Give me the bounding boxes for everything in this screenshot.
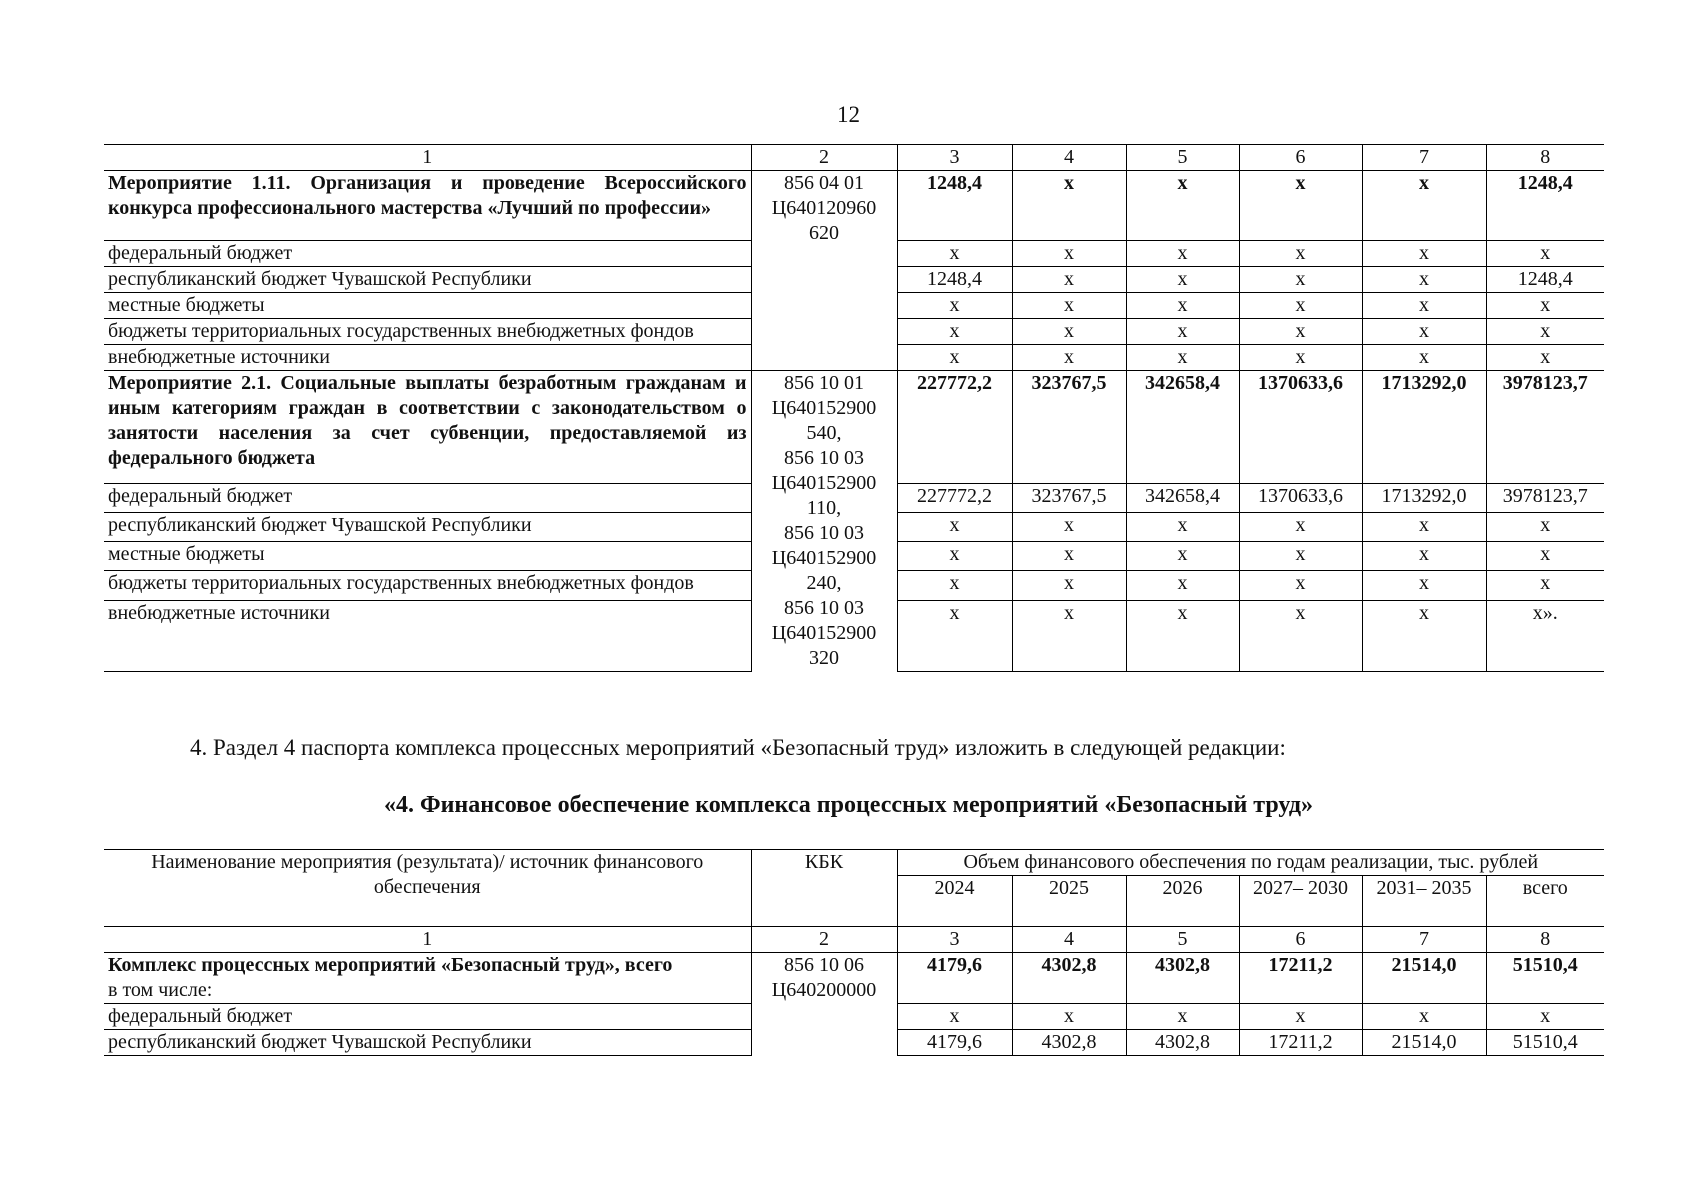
value-cell: 1248,4 <box>897 171 1012 241</box>
complex-total-title: Комплекс процессных мероприятий «Безопасный труд», всего <box>108 954 673 976</box>
year-header: 2024 <box>897 876 1012 927</box>
value-cell: x <box>1126 1004 1239 1030</box>
value-cell: x <box>1012 513 1126 542</box>
col-number: 2 <box>751 145 897 171</box>
value-cell: 4302,8 <box>1012 953 1126 1004</box>
amendment-paragraph: 4. Раздел 4 паспорта комплекса процессных мероприятий «Безопасный труд» изложить в следующей редакции: <box>190 735 1286 760</box>
col-number: 1 <box>104 927 751 953</box>
value-cell: 342658,4 <box>1126 484 1239 513</box>
value-cell: x <box>1486 1004 1604 1030</box>
value-cell: x <box>1239 345 1362 371</box>
value-cell: 17211,2 <box>1239 1030 1362 1056</box>
value-cell: x <box>1239 267 1362 293</box>
value-cell: 1248,4 <box>897 267 1012 293</box>
value-cell: x <box>1362 293 1486 319</box>
section-heading: «4. Финансовое обеспечение комплекса процессных мероприятий «Безопасный труд» <box>383 792 1314 818</box>
value-cell: x <box>1012 542 1126 571</box>
value-cell: 51510,4 <box>1486 953 1604 1004</box>
value-cell: x <box>1486 319 1604 345</box>
value-cell: x <box>897 241 1012 267</box>
value-cell: x <box>897 345 1012 371</box>
kbk-line: Ц640152900 <box>771 547 877 569</box>
value-cell: x <box>1126 600 1239 671</box>
value-cell: x <box>1362 600 1486 671</box>
column-number-row <box>104 145 1604 171</box>
value-cell: x <box>1239 1004 1362 1030</box>
volume-header: Объем финансового обеспечения по годам реализации, тыс. рублей <box>897 850 1604 876</box>
value-cell: 342658,4 <box>1126 371 1239 484</box>
col-number: 4 <box>1012 927 1126 953</box>
value-cell: 4302,8 <box>1126 1030 1239 1056</box>
kbk-line: 540, <box>806 422 842 444</box>
source-label: местные бюджеты <box>104 542 751 571</box>
table-row <box>104 371 1604 484</box>
col-number: 8 <box>1486 927 1604 953</box>
table-row <box>104 171 1604 241</box>
value-cell: 4179,6 <box>897 1030 1012 1056</box>
value-cell: x <box>1126 319 1239 345</box>
year-header: 2027– 2030 <box>1239 876 1362 927</box>
value-cell: 323767,5 <box>1012 371 1126 484</box>
value-cell: x <box>1126 293 1239 319</box>
kbk-line: 856 10 03 <box>784 522 864 544</box>
col-kbk-header: КБК <box>751 850 897 927</box>
value-cell: x <box>1012 600 1126 671</box>
value-cell: 3978123,7 <box>1486 484 1604 513</box>
value-cell: 1713292,0 <box>1362 484 1486 513</box>
value-cell: x <box>1126 542 1239 571</box>
value-cell: x <box>897 542 1012 571</box>
value-cell: x <box>1126 267 1239 293</box>
kbk-line: 620 <box>809 222 839 244</box>
value-cell: x <box>1362 241 1486 267</box>
value-cell: x <box>897 1004 1012 1030</box>
col-number: 5 <box>1126 927 1239 953</box>
value-cell: x <box>1486 513 1604 542</box>
value-cell: x <box>1012 345 1126 371</box>
kbk-line: 856 10 03 <box>784 597 864 619</box>
kbk-line: Ц640120960 <box>771 197 877 219</box>
col-number: 3 <box>897 927 1012 953</box>
header-row <box>104 850 1604 876</box>
value-cell: 1713292,0 <box>1362 371 1486 484</box>
value-cell: x <box>1126 171 1239 241</box>
value-cell: x». <box>1486 600 1604 671</box>
source-label: внебюджетные источники <box>104 345 751 371</box>
kbk-cell <box>751 953 897 1056</box>
value-cell: x <box>897 319 1012 345</box>
value-cell: x <box>897 513 1012 542</box>
value-cell: x <box>1126 513 1239 542</box>
col-number: 2 <box>751 927 897 953</box>
kbk-line: 856 10 03 <box>784 447 864 469</box>
complex-total-subtitle: в том числе: <box>108 979 213 1001</box>
kbk-line: 856 10 01 <box>784 372 864 394</box>
value-cell: x <box>1239 293 1362 319</box>
col-number: 3 <box>897 145 1012 171</box>
value-cell: x <box>1486 542 1604 571</box>
value-cell: x <box>1012 319 1126 345</box>
value-cell: x <box>1362 542 1486 571</box>
source-label: республиканский бюджет Чувашской Республики <box>104 267 751 293</box>
value-cell: 4302,8 <box>1012 1030 1126 1056</box>
value-cell: 1248,4 <box>1486 171 1604 241</box>
value-cell: x <box>1362 319 1486 345</box>
col-name-header: Наименование мероприятия (результата)/ источник финансового обеспечения <box>104 850 751 927</box>
value-cell: 1248,4 <box>1486 267 1604 293</box>
value-cell: x <box>1239 542 1362 571</box>
source-label: республиканский бюджет Чувашской Республики <box>104 1030 751 1056</box>
value-cell: x <box>1126 345 1239 371</box>
value-cell: x <box>1362 345 1486 371</box>
value-cell: x <box>1012 571 1126 600</box>
value-cell: 1370633,6 <box>1239 484 1362 513</box>
source-label: внебюджетные источники <box>104 600 751 671</box>
financing-table-continuation <box>104 144 1604 672</box>
kbk-cell <box>751 171 897 371</box>
value-cell: x <box>1239 171 1362 241</box>
value-cell: 3978123,7 <box>1486 371 1604 484</box>
col-number: 7 <box>1362 927 1486 953</box>
kbk-line: 240, <box>806 572 842 594</box>
column-number-row <box>104 927 1604 953</box>
value-cell: 21514,0 <box>1362 953 1486 1004</box>
source-label: федеральный бюджет <box>104 484 751 513</box>
value-cell: x <box>1012 171 1126 241</box>
kbk-line: 856 10 06 <box>784 954 864 976</box>
value-cell: 323767,5 <box>1012 484 1126 513</box>
value-cell: 4302,8 <box>1126 953 1239 1004</box>
kbk-cell <box>751 371 897 672</box>
value-cell: x <box>1362 1004 1486 1030</box>
col-number: 8 <box>1486 145 1604 171</box>
col-number: 6 <box>1239 927 1362 953</box>
value-cell: x <box>1362 267 1486 293</box>
value-cell: x <box>1126 241 1239 267</box>
col-number: 7 <box>1362 145 1486 171</box>
value-cell: x <box>1239 319 1362 345</box>
source-label: бюджеты территориальных государственных внебюджетных фондов <box>104 571 751 600</box>
value-cell: x <box>1362 571 1486 600</box>
value-cell: x <box>1239 571 1362 600</box>
value-cell: x <box>1239 600 1362 671</box>
value-cell: x <box>897 600 1012 671</box>
source-label: республиканский бюджет Чувашской Республики <box>104 513 751 542</box>
col-number: 4 <box>1012 145 1126 171</box>
year-header: всего <box>1486 876 1604 927</box>
kbk-line: Ц640152900 <box>771 622 877 644</box>
year-header: 2025 <box>1012 876 1126 927</box>
value-cell: x <box>1012 293 1126 319</box>
value-cell: 1370633,6 <box>1239 371 1362 484</box>
value-cell: x <box>1362 513 1486 542</box>
activity-title: Мероприятие 1.11. Организация и проведение Всероссийского конкурса профессионального мастерства «Лучший по профессии» <box>104 171 751 241</box>
col-number: 5 <box>1126 145 1239 171</box>
value-cell: 4179,6 <box>897 953 1012 1004</box>
value-cell: x <box>1239 241 1362 267</box>
value-cell: x <box>897 571 1012 600</box>
kbk-line: Ц640152900 <box>771 397 877 419</box>
source-label: местные бюджеты <box>104 293 751 319</box>
table-row <box>104 953 1604 1004</box>
year-header: 2026 <box>1126 876 1239 927</box>
kbk-line: 856 04 01 <box>784 172 864 194</box>
value-cell: x <box>897 293 1012 319</box>
value-cell: x <box>1486 241 1604 267</box>
financing-table <box>104 849 1604 1056</box>
kbk-line: Ц640152900 <box>771 472 877 494</box>
activity-title: Мероприятие 2.1. Социальные выплаты безработным гражданам и иным категориям граждан в соответствии с законодательством о занятости населения за счет субвенции, предоставляемой из федерального бюджета <box>104 371 751 484</box>
value-cell: x <box>1486 345 1604 371</box>
value-cell: x <box>1486 571 1604 600</box>
value-cell: x <box>1012 241 1126 267</box>
kbk-line: 110, <box>806 497 842 519</box>
source-label: федеральный бюджет <box>104 241 751 267</box>
value-cell: 227772,2 <box>897 371 1012 484</box>
value-cell: 21514,0 <box>1362 1030 1486 1056</box>
value-cell: 17211,2 <box>1239 953 1362 1004</box>
value-cell: x <box>1012 267 1126 293</box>
value-cell: x <box>1126 571 1239 600</box>
value-cell: 227772,2 <box>897 484 1012 513</box>
value-cell: x <box>1362 171 1486 241</box>
col-number: 1 <box>104 145 751 171</box>
value-cell: 51510,4 <box>1486 1030 1604 1056</box>
kbk-line: Ц640200000 <box>771 979 877 1001</box>
value-cell: x <box>1012 1004 1126 1030</box>
page-number: 12 <box>837 102 860 127</box>
source-label: бюджеты территориальных государственных внебюджетных фондов <box>104 319 751 345</box>
kbk-line: 320 <box>809 647 839 669</box>
source-label: федеральный бюджет <box>104 1004 751 1030</box>
year-header: 2031– 2035 <box>1362 876 1486 927</box>
complex-total-cell <box>104 953 751 1004</box>
value-cell: x <box>1486 293 1604 319</box>
col-number: 6 <box>1239 145 1362 171</box>
value-cell: x <box>1239 513 1362 542</box>
